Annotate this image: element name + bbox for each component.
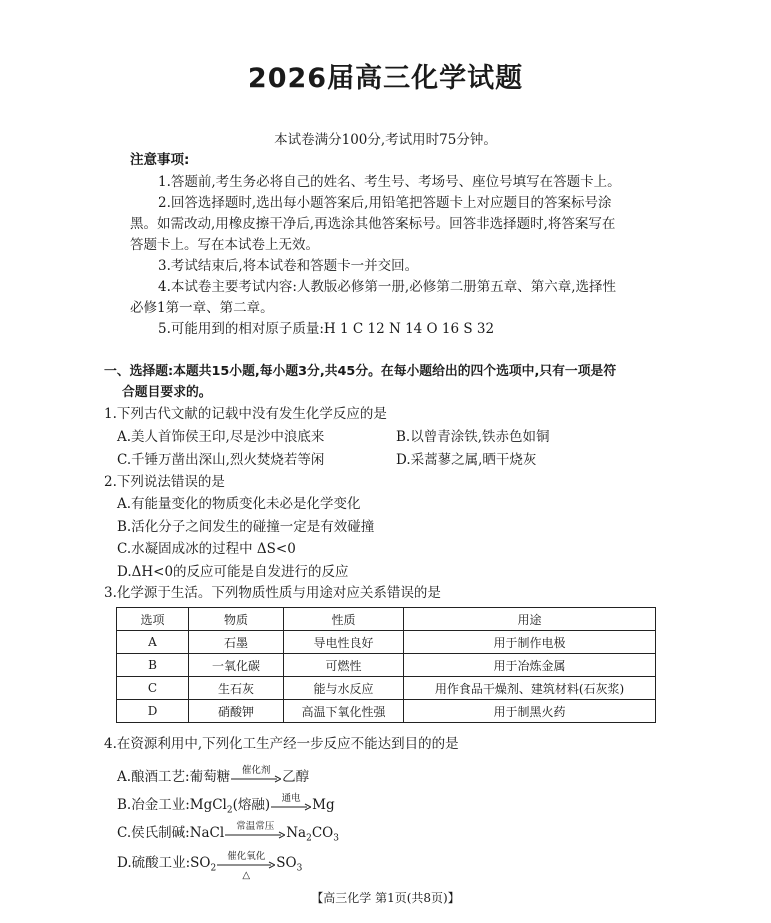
notice-heading: 注意事项: xyxy=(130,152,190,168)
table-cell: 用于制作电极 xyxy=(404,631,656,654)
table-header: 物质 xyxy=(189,608,284,631)
q2-option-c: C.水凝固成冰的过程中 ΔS<0 xyxy=(117,541,296,557)
option-b-product: Mg xyxy=(312,797,335,813)
subscript: 3 xyxy=(296,863,303,874)
exam-title: 2026届高三化学试题 xyxy=(247,63,524,94)
arrow-condition: 催化剂 xyxy=(241,764,271,776)
section-heading: 一、选择题:本题共15小题,每小题3分,共45分。在每小题给出的四个选项中,只有一项是符 xyxy=(104,364,617,379)
notice-line: 必修1第一章、第二章。 xyxy=(130,300,274,316)
table-row xyxy=(117,700,656,723)
table-cell: 用作食品干燥剂、建筑材料(石灰浆) xyxy=(404,677,656,700)
table-cell: 石墨 xyxy=(189,631,284,654)
option-a-reactant: A.酿酒工艺:葡萄糖 xyxy=(117,769,231,785)
table-cell: 导电性良好 xyxy=(284,631,404,654)
option-a-product: 乙醇 xyxy=(282,769,310,785)
table-row xyxy=(117,631,656,654)
notice-line: 答题卡上。写在本试卷上无效。 xyxy=(130,237,319,253)
exam-info: 本试卷满分100分,考试用时75分钟。 xyxy=(274,132,497,148)
table-cell: 用于冶炼金属 xyxy=(404,654,656,677)
question-2-stem: 2.下列说法错误的是 xyxy=(104,474,225,490)
table-cell: 高温下氧化性强 xyxy=(284,700,404,723)
notice-line: 3.考试结束后,将本试卷和答题卡一并交回。 xyxy=(158,258,419,274)
table-cell: 用于制黑火药 xyxy=(404,700,656,723)
table-cell: D xyxy=(117,700,189,723)
notice-line: 4.本试卷主要考试内容:人教版必修第一册,必修第二册第五章、第六章,选择性 xyxy=(158,279,617,295)
table-header-row xyxy=(117,608,656,631)
q1-option-a: A.美人首饰侯王印,尽是沙中浪底来 xyxy=(117,429,325,445)
q1-option-d: D.采蒿蓼之属,晒干烧灰 xyxy=(396,452,537,468)
table-cell: 可燃性 xyxy=(284,654,404,677)
question-3-stem: 3.化学源于生活。下列物质性质与用途对应关系错误的是 xyxy=(104,585,441,601)
notice-line: 黑。如需改动,用橡皮擦干净后,再选涂其他答案标号。回答非选择题时,将答案写在 xyxy=(130,216,616,232)
table-cell: A xyxy=(117,631,189,654)
reaction-arrow xyxy=(231,764,281,785)
option-b-state: (熔融) xyxy=(232,797,271,813)
table-cell: 生石灰 xyxy=(189,677,284,700)
property-use-table xyxy=(116,607,656,723)
q2-option-d: D.ΔH<0的反应可能是自发进行的反应 xyxy=(117,564,349,580)
notice-line: 2.回答选择题时,选出每小题答案后,用铅笔把答题卡上对应题目的答案标号涂 xyxy=(158,195,612,211)
reaction-arrow xyxy=(271,792,311,813)
notice-line: 5.可能用到的相对原子质量:H 1 C 12 N 14 O 16 S 32 xyxy=(158,321,495,337)
table-header: 性质 xyxy=(284,608,404,631)
option-d-product: SO xyxy=(276,855,297,871)
arrow-condition: 催化氧化 xyxy=(227,850,266,862)
subscript: 2 xyxy=(210,863,217,874)
arrow-condition-heat: △ xyxy=(242,869,251,881)
q1-option-b: B.以曾青涂铁,铁赤色如铜 xyxy=(396,429,550,445)
subscript: 3 xyxy=(333,833,339,844)
page-footer: 【高三化学 第1页(共8页)】 xyxy=(311,891,460,905)
table-header: 选项 xyxy=(117,608,189,631)
arrow-condition: 常温常压 xyxy=(236,820,275,832)
question-1-stem: 1.下列古代文献的记载中没有发生化学反应的是 xyxy=(104,406,387,422)
table-cell: C xyxy=(117,677,189,700)
option-c-reactant: C.侯氏制碱:NaCl xyxy=(117,825,225,841)
option-c-product: Na xyxy=(286,825,307,841)
reaction-arrow xyxy=(225,820,285,841)
subscript: 2 xyxy=(306,833,312,844)
section-heading-cont: 合题目要求的。 xyxy=(122,385,212,400)
table-cell: 一氧化碳 xyxy=(189,654,284,677)
q1-option-c: C.千锤万凿出深山,烈火焚烧若等闲 xyxy=(117,452,325,468)
subscript: 2 xyxy=(226,805,233,816)
reaction-arrow xyxy=(217,850,275,881)
table-cell: 能与水反应 xyxy=(284,677,404,700)
table-cell: B xyxy=(117,654,189,677)
option-b-reactant: B.冶金工业:MgCl xyxy=(117,797,227,813)
notice-line: 1.答题前,考生务必将自己的姓名、考生号、考场号、座位号填写在答题卡上。 xyxy=(158,174,621,190)
option-c-product-2: CO xyxy=(311,825,334,841)
q2-option-a: A.有能量变化的物质变化未必是化学变化 xyxy=(117,496,361,512)
option-d-reactant: D.硫酸工业:SO xyxy=(117,855,211,871)
arrow-condition: 通电 xyxy=(281,792,301,804)
table-row xyxy=(117,654,656,677)
table-row xyxy=(117,677,656,700)
q4-option-d xyxy=(117,850,303,881)
table-cell: 硝酸钾 xyxy=(189,700,284,723)
table-header: 用途 xyxy=(404,608,656,631)
question-4-stem: 4.在资源利用中,下列化工生产经一步反应不能达到目的的是 xyxy=(104,736,459,752)
q4-option-a xyxy=(117,764,310,788)
q2-option-b: B.活化分子之间发生的碰撞一定是有效碰撞 xyxy=(117,519,375,535)
